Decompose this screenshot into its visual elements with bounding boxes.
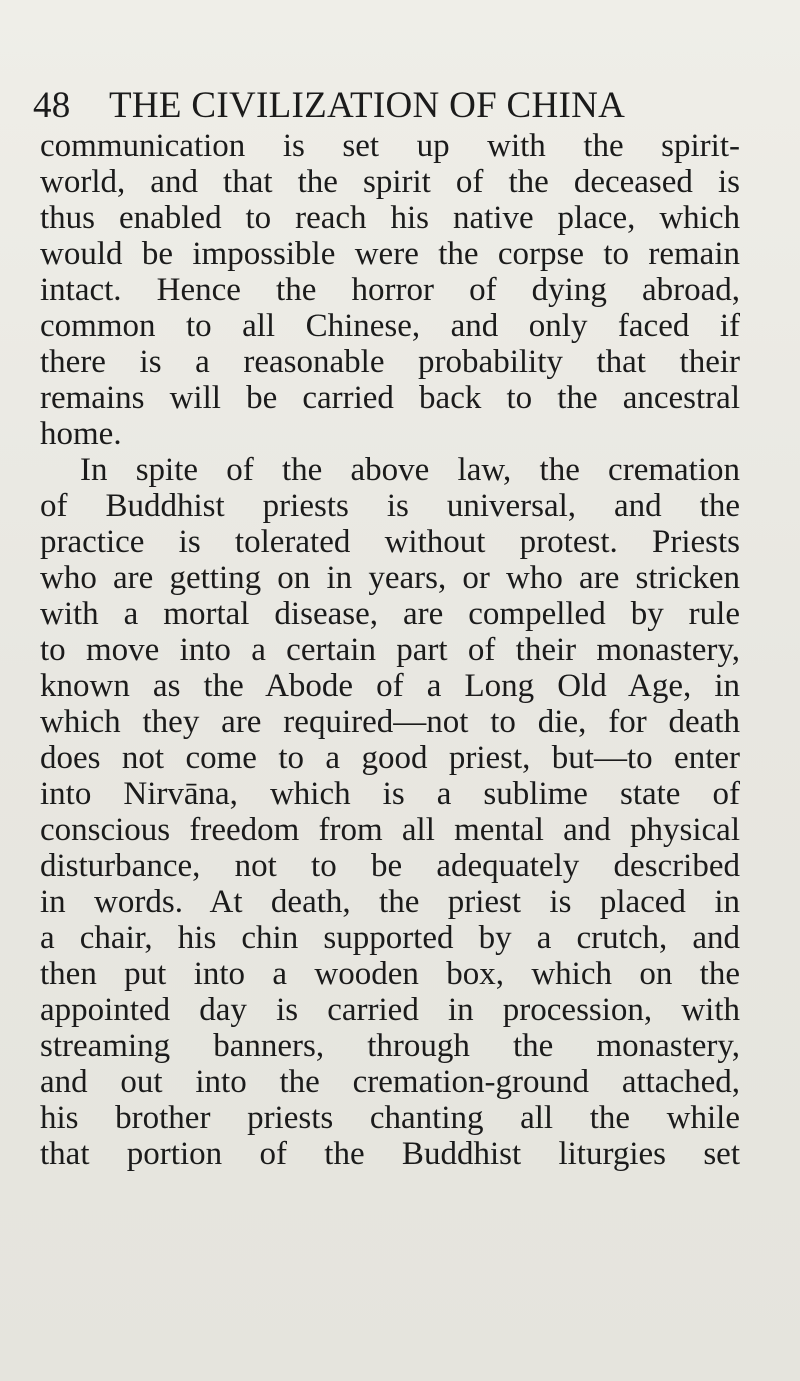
text-line: into Nirvāna, which is a sublime state of: [40, 776, 740, 812]
text-line: then put into a wooden box, which on the: [40, 956, 740, 992]
text-line: with a mortal disease, are compelled by rule: [40, 596, 740, 632]
text-line: and out into the cremation-ground attached,: [40, 1064, 740, 1100]
running-head-title: THE CIVILIZATION OF CHINA: [109, 85, 626, 126]
text-line: his brother priests chanting all the while: [40, 1100, 740, 1136]
text-line: streaming banners, through the monastery,: [40, 1028, 740, 1064]
paragraph-start-line: In spite of the above law, the cremation: [80, 452, 740, 488]
text-line: common to all Chinese, and only faced if: [40, 308, 740, 344]
text-line: intact. Hence the horror of dying abroad,: [40, 272, 740, 308]
text-line: known as the Abode of a Long Old Age, in: [40, 668, 740, 704]
text-line: conscious freedom from all mental and physical: [40, 812, 740, 848]
text-line: remains will be carried back to the ancestral: [40, 380, 740, 416]
page-number: 48: [33, 85, 71, 126]
text-line: does not come to a good priest, but—to enter: [40, 740, 740, 776]
text-line: which they are required—not to die, for death: [40, 704, 740, 740]
text-line: appointed day is carried in procession, with: [40, 992, 740, 1028]
page-header: [33, 80, 693, 132]
text-line: who are getting on in years, or who are stricken: [40, 560, 740, 596]
text-line: to move into a certain part of their monastery,: [40, 632, 740, 668]
text-line: of Buddhist priests is universal, and the: [40, 488, 740, 524]
text-line: a chair, his chin supported by a crutch, and: [40, 920, 740, 956]
text-line: that portion of the Buddhist liturgies set: [40, 1136, 740, 1172]
text-line: communication is set up with the spirit-: [40, 128, 740, 164]
body-text: [40, 128, 740, 1172]
text-line: would be impossible were the corpse to remain: [40, 236, 740, 272]
text-line: home.: [40, 416, 122, 452]
text-line: world, and that the spirit of the deceased is: [40, 164, 740, 200]
text-line: disturbance, not to be adequately described: [40, 848, 740, 884]
text-line: there is a reasonable probability that their: [40, 344, 740, 380]
text-line: in words. At death, the priest is placed in: [40, 884, 740, 920]
text-line: practice is tolerated without protest. Priests: [40, 524, 740, 560]
text-line: thus enabled to reach his native place, which: [40, 200, 740, 236]
